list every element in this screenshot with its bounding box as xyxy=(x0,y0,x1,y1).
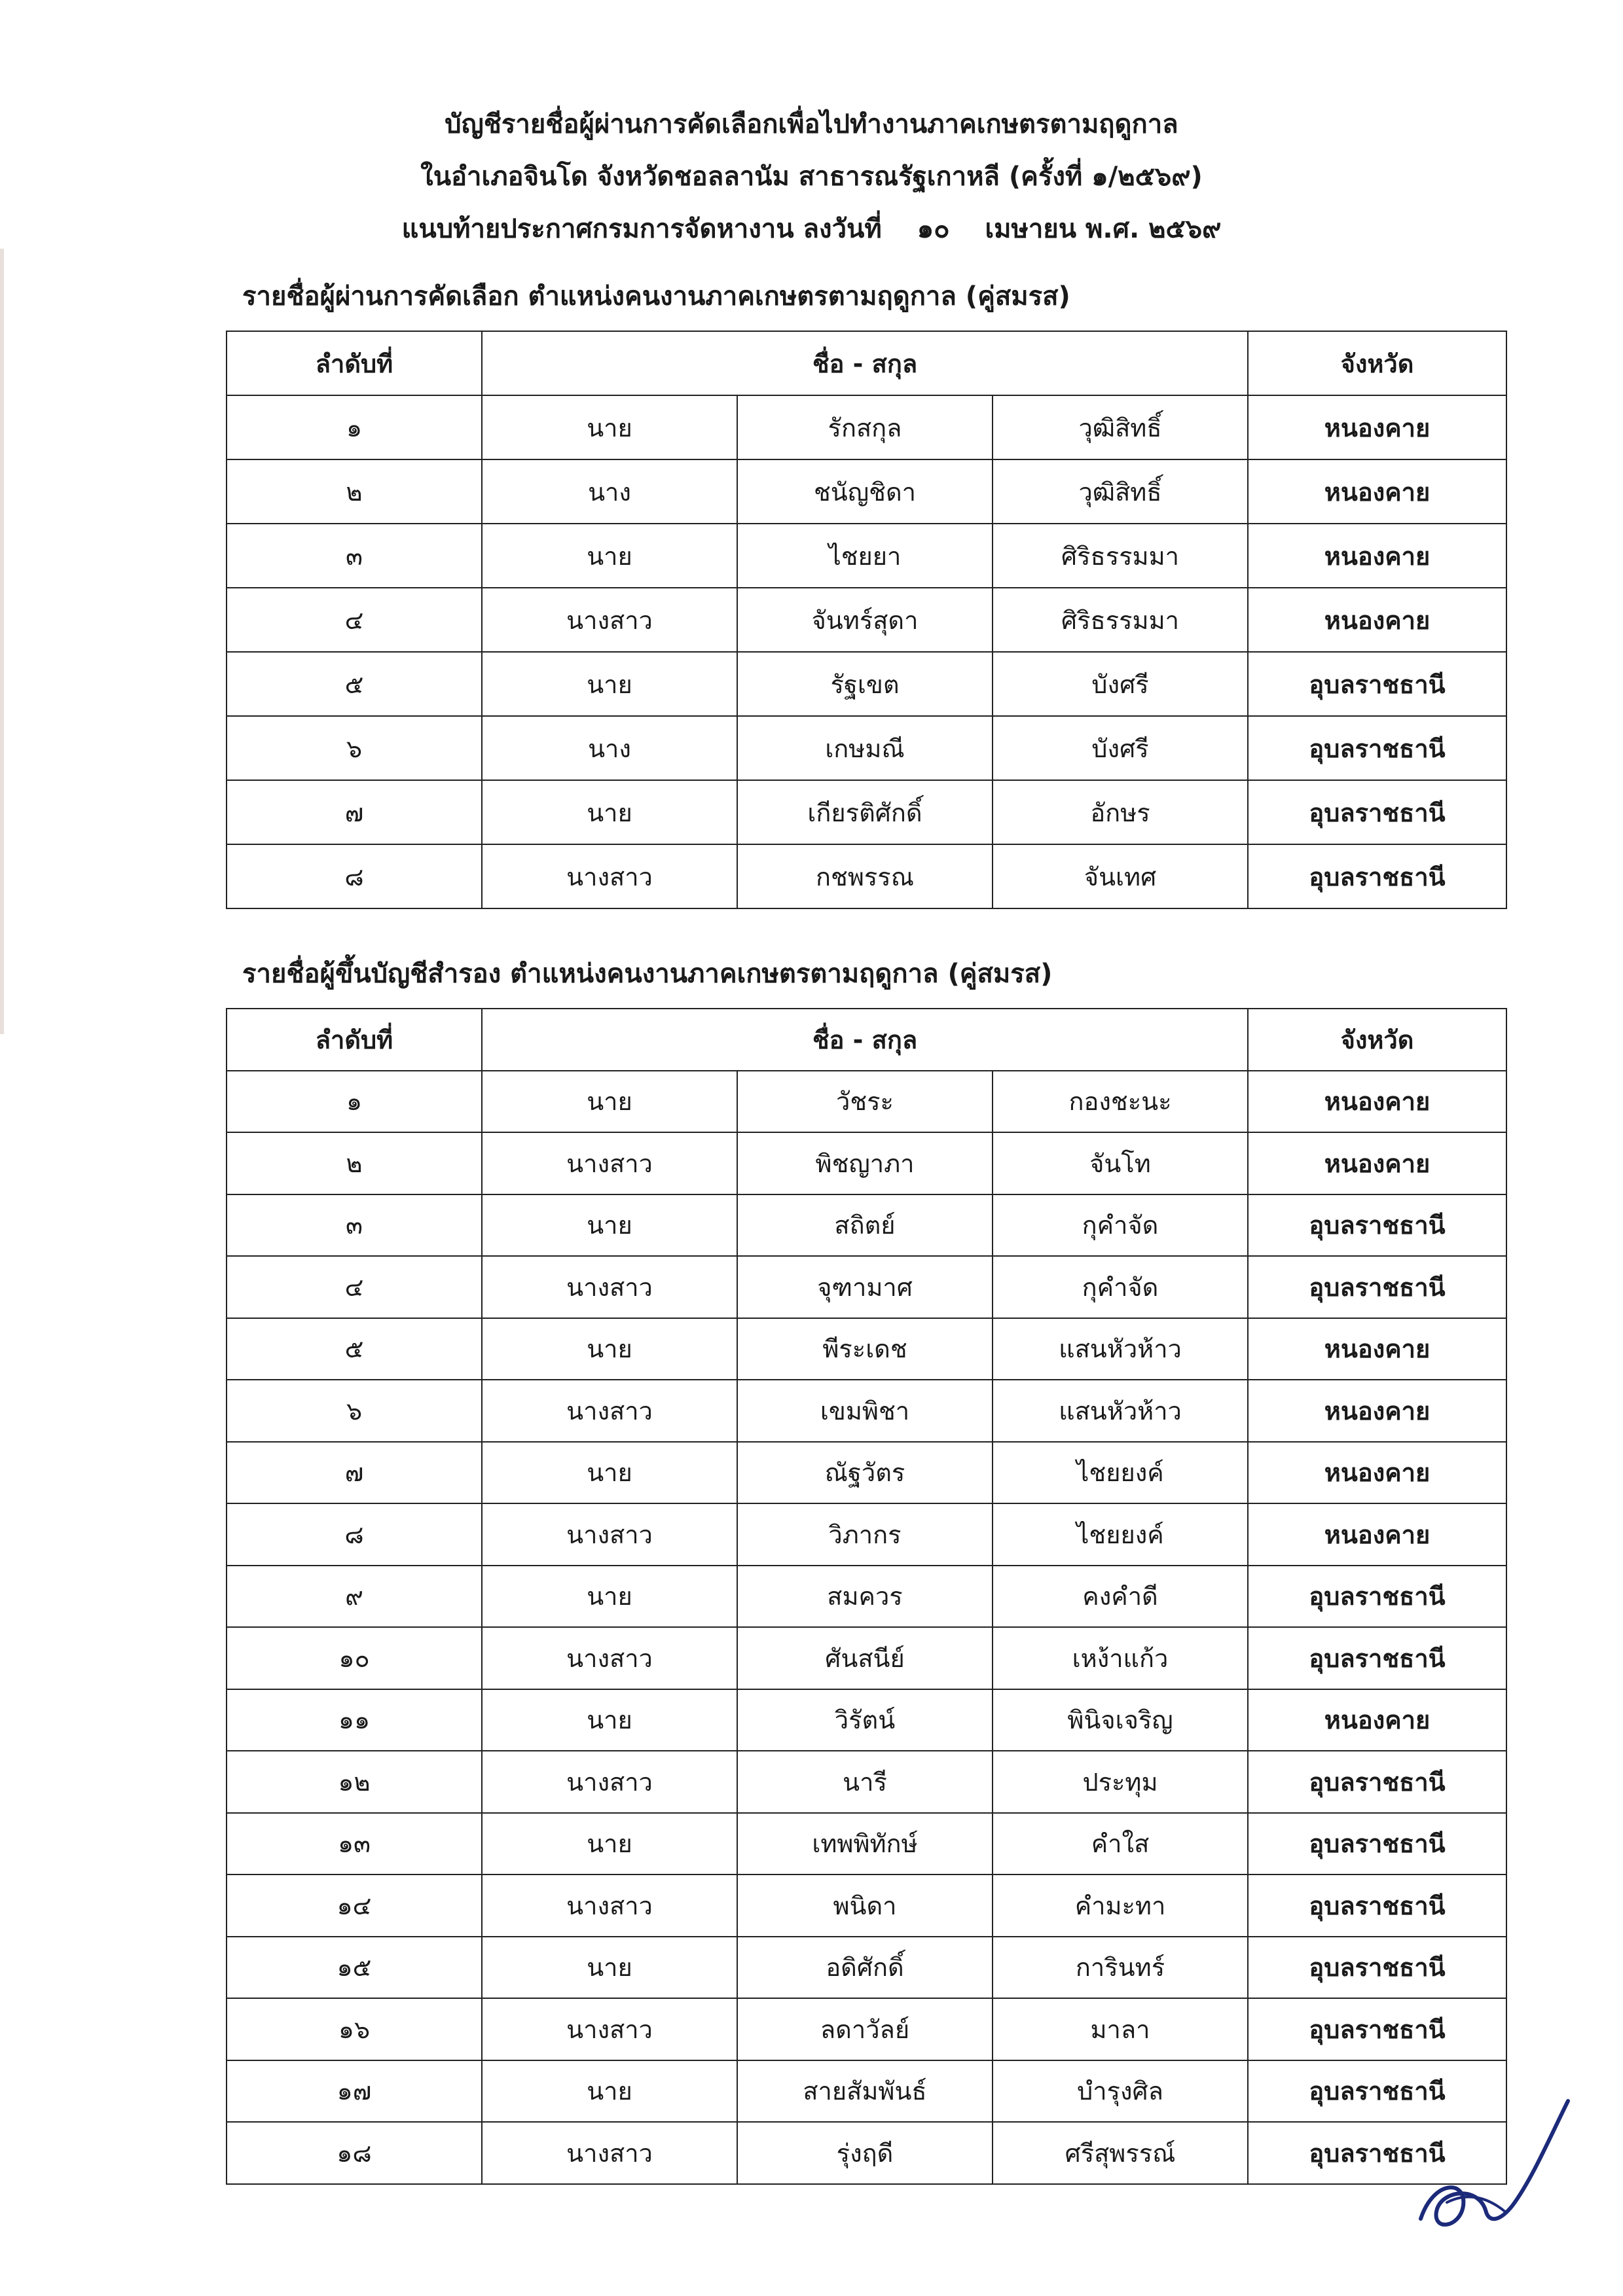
first-name-cell: รักสกุล xyxy=(737,395,993,459)
first-name-cell: พีระเดช xyxy=(737,1318,993,1380)
province-cell: อุบลราชธานี xyxy=(1248,1813,1506,1875)
last-name-cell: มาลา xyxy=(993,1998,1248,2060)
last-name-cell: เหง้าแก้ว xyxy=(993,1627,1248,1689)
first-name-cell: เกียรติศักดิ์ xyxy=(737,780,993,844)
table-row xyxy=(227,1442,1506,1504)
province-cell: อุบลราชธานี xyxy=(1248,1256,1506,1318)
province-cell: อุบลราชธานี xyxy=(1248,2060,1506,2123)
table-row xyxy=(227,2060,1506,2123)
order-cell: ๑๐ xyxy=(227,1627,482,1689)
order-cell: ๑๕ xyxy=(227,1937,482,1999)
province-cell: อุบลราชธานี xyxy=(1248,780,1506,844)
table-row xyxy=(227,588,1506,652)
province-cell: อุบลราชธานี xyxy=(1248,1566,1506,1628)
table-row xyxy=(227,395,1506,459)
section1-title: รายชื่อผู้ผ่านการคัดเลือก ตำแหน่งคนงานภาคเกษตรตามฤดูกาล (คู่สมรส) xyxy=(242,281,1070,312)
last-name-cell: ไชยยงค์ xyxy=(993,1442,1248,1504)
province-cell: อุบลราชธานี xyxy=(1248,1194,1506,1257)
table-row xyxy=(227,1937,1506,1999)
column-header-order: ลำดับที่ xyxy=(227,1009,482,1071)
last-name-cell: บังศรี xyxy=(993,652,1248,716)
province-cell: หนองคาย xyxy=(1248,524,1506,588)
prefix-cell: นาง xyxy=(482,716,737,780)
table-row xyxy=(227,716,1506,780)
order-cell: ๗ xyxy=(227,780,482,844)
last-name-cell: การินทร์ xyxy=(993,1937,1248,1999)
province-cell: หนองคาย xyxy=(1248,395,1506,459)
prefix-cell: นาย xyxy=(482,1813,737,1875)
order-cell: ๔ xyxy=(227,588,482,652)
order-cell: ๕ xyxy=(227,652,482,716)
last-name-cell: บังศรี xyxy=(993,716,1248,780)
first-name-cell: วิรัตน์ xyxy=(737,1689,993,1751)
prefix-cell: นาย xyxy=(482,2060,737,2123)
header-title-line3 xyxy=(0,203,1623,255)
announcement-ref: แนบท้ายประกาศกรมการจัดหางาน ลงวันที่ xyxy=(401,214,882,244)
order-cell: ๑๒ xyxy=(227,1751,482,1813)
order-cell: ๓ xyxy=(227,1194,482,1257)
table-row xyxy=(227,1813,1506,1875)
last-name-cell: แสนหัวห้าว xyxy=(993,1380,1248,1442)
province-cell: อุบลราชธานี xyxy=(1248,652,1506,716)
prefix-cell: นาย xyxy=(482,395,737,459)
table-row xyxy=(227,780,1506,844)
last-name-cell: ไชยยงค์ xyxy=(993,1503,1248,1566)
order-cell: ๒ xyxy=(227,1132,482,1194)
last-name-cell: จันเทศ xyxy=(993,844,1248,908)
last-name-cell: ศิริธรรมมา xyxy=(993,588,1248,652)
order-cell: ๗ xyxy=(227,1442,482,1504)
table-row xyxy=(227,1998,1506,2060)
prefix-cell: นางสาว xyxy=(482,1503,737,1566)
scan-edge-mark xyxy=(0,249,4,1034)
order-cell: ๑๓ xyxy=(227,1813,482,1875)
first-name-cell: สมควร xyxy=(737,1566,993,1628)
province-cell: อุบลราชธานี xyxy=(1248,1937,1506,1999)
province-cell: อุบลราชธานี xyxy=(1248,1874,1506,1937)
table-row xyxy=(227,652,1506,716)
table-row xyxy=(227,844,1506,908)
last-name-cell: ประทุม xyxy=(993,1751,1248,1813)
first-name-cell: จุฑามาศ xyxy=(737,1256,993,1318)
order-cell: ๙ xyxy=(227,1566,482,1628)
table-row xyxy=(227,1503,1506,1566)
first-name-cell: เกษมณี xyxy=(737,716,993,780)
prefix-cell: นางสาว xyxy=(482,1998,737,2060)
order-cell: ๕ xyxy=(227,1318,482,1380)
table-row xyxy=(227,1380,1506,1442)
first-name-cell: พนิดา xyxy=(737,1874,993,1937)
prefix-cell: นาย xyxy=(482,1071,737,1133)
province-cell: อุบลราชธานี xyxy=(1248,1998,1506,2060)
province-cell: หนองคาย xyxy=(1248,1442,1506,1504)
first-name-cell: จันทร์สุดา xyxy=(737,588,993,652)
column-header-province: จังหวัด xyxy=(1248,1009,1506,1071)
province-cell: หนองคาย xyxy=(1248,459,1506,524)
first-name-cell: สายสัมพันธ์ xyxy=(737,2060,993,2123)
prefix-cell: นางสาว xyxy=(482,2122,737,2184)
column-header-province: จังหวัด xyxy=(1248,331,1506,395)
order-cell: ๔ xyxy=(227,1256,482,1318)
passed-candidates-table xyxy=(226,331,1507,909)
announcement-month-year: เมษายน พ.ศ. ๒๕๖๙ xyxy=(985,214,1222,244)
order-cell: ๑๑ xyxy=(227,1689,482,1751)
table-row xyxy=(227,524,1506,588)
prefix-cell: นาย xyxy=(482,1689,737,1751)
first-name-cell: ชนัญชิดา xyxy=(737,459,993,524)
prefix-cell: นาย xyxy=(482,1937,737,1999)
prefix-cell: นางสาว xyxy=(482,1627,737,1689)
table-row xyxy=(227,1318,1506,1380)
last-name-cell: วุฒิสิทธิ์ xyxy=(993,459,1248,524)
table-row xyxy=(227,1071,1506,1133)
last-name-cell: วุฒิสิทธิ์ xyxy=(993,395,1248,459)
document-header xyxy=(0,98,1623,255)
order-cell: ๑๗ xyxy=(227,2060,482,2123)
first-name-cell: นารี xyxy=(737,1751,993,1813)
order-cell: ๑๔ xyxy=(227,1874,482,1937)
first-name-cell: ศันสนีย์ xyxy=(737,1627,993,1689)
order-cell: ๘ xyxy=(227,1503,482,1566)
prefix-cell: นางสาว xyxy=(482,588,737,652)
prefix-cell: นางสาว xyxy=(482,1874,737,1937)
table-header-row xyxy=(227,1009,1506,1071)
first-name-cell: รุ่งฤดี xyxy=(737,2122,993,2184)
first-name-cell: อดิศักดิ์ xyxy=(737,1937,993,1999)
prefix-cell: นาย xyxy=(482,1566,737,1628)
first-name-cell: วิภากร xyxy=(737,1503,993,1566)
first-name-cell: กชพรรณ xyxy=(737,844,993,908)
prefix-cell: นางสาว xyxy=(482,1256,737,1318)
prefix-cell: นาย xyxy=(482,1194,737,1257)
order-cell: ๑๖ xyxy=(227,1998,482,2060)
table-row xyxy=(227,1194,1506,1257)
table-row xyxy=(227,1627,1506,1689)
first-name-cell: ลดาวัลย์ xyxy=(737,1998,993,2060)
province-cell: หนองคาย xyxy=(1248,1689,1506,1751)
province-cell: หนองคาย xyxy=(1248,1380,1506,1442)
first-name-cell: สถิตย์ xyxy=(737,1194,993,1257)
order-cell: ๑ xyxy=(227,1071,482,1133)
order-cell: ๑ xyxy=(227,395,482,459)
handwritten-signature-icon xyxy=(1408,2081,1578,2238)
first-name-cell: ไชยยา xyxy=(737,524,993,588)
province-cell: อุบลราชธานี xyxy=(1248,2122,1506,2184)
prefix-cell: นางสาว xyxy=(482,1751,737,1813)
first-name-cell: พิชญาภา xyxy=(737,1132,993,1194)
prefix-cell: นาย xyxy=(482,1318,737,1380)
last-name-cell: อักษร xyxy=(993,780,1248,844)
announcement-day: ๑๐ xyxy=(917,214,950,244)
first-name-cell: รัฐเขต xyxy=(737,652,993,716)
column-header-name: ชื่อ - สกุล xyxy=(482,331,1248,395)
table-row xyxy=(227,1132,1506,1194)
province-cell: อุบลราชธานี xyxy=(1248,1751,1506,1813)
last-name-cell: กุคำจัด xyxy=(993,1256,1248,1318)
last-name-cell: กองชะนะ xyxy=(993,1071,1248,1133)
order-cell: ๓ xyxy=(227,524,482,588)
reserve-list-table xyxy=(226,1008,1507,2185)
prefix-cell: นาย xyxy=(482,780,737,844)
table-row xyxy=(227,1751,1506,1813)
prefix-cell: นาย xyxy=(482,1442,737,1504)
prefix-cell: นาย xyxy=(482,652,737,716)
prefix-cell: นาย xyxy=(482,524,737,588)
first-name-cell: ณัฐวัตร xyxy=(737,1442,993,1504)
prefix-cell: นางสาว xyxy=(482,1132,737,1194)
last-name-cell: แสนหัวห้าว xyxy=(993,1318,1248,1380)
table-row xyxy=(227,1689,1506,1751)
header-title-line1: บัญชีรายชื่อผู้ผ่านการคัดเลือกเพื่อไปทำงานภาคเกษตรตามฤดูกาล xyxy=(445,109,1178,139)
province-cell: อุบลราชธานี xyxy=(1248,716,1506,780)
last-name-cell: กุคำจัด xyxy=(993,1194,1248,1257)
column-header-order: ลำดับที่ xyxy=(227,331,482,395)
first-name-cell: เขมพิชา xyxy=(737,1380,993,1442)
header-title-line2: ในอำเภอจินโด จังหวัดชอลลานัม สาธารณรัฐเกาหลี (ครั้งที่ ๑/๒๕๖๙) xyxy=(420,162,1203,192)
province-cell: อุบลราชธานี xyxy=(1248,1627,1506,1689)
first-name-cell: วัชระ xyxy=(737,1071,993,1133)
last-name-cell: คงคำดี xyxy=(993,1566,1248,1628)
last-name-cell: คำมะทา xyxy=(993,1874,1248,1937)
section2-title: รายชื่อผู้ขึ้นบัญชีสำรอง ตำแหน่งคนงานภาคเกษตรตามฤดูกาล (คู่สมรส) xyxy=(242,959,1053,989)
table-row xyxy=(227,1256,1506,1318)
prefix-cell: นางสาว xyxy=(482,844,737,908)
prefix-cell: นางสาว xyxy=(482,1380,737,1442)
province-cell: หนองคาย xyxy=(1248,1132,1506,1194)
province-cell: หนองคาย xyxy=(1248,1318,1506,1380)
last-name-cell: พินิจเจริญ xyxy=(993,1689,1248,1751)
last-name-cell: ศิริธรรมมา xyxy=(993,524,1248,588)
province-cell: หนองคาย xyxy=(1248,1071,1506,1133)
last-name-cell: ศรีสุพรรณ์ xyxy=(993,2122,1248,2184)
last-name-cell: บำรุงศิล xyxy=(993,2060,1248,2123)
table-row xyxy=(227,1874,1506,1937)
first-name-cell: เทพพิทักษ์ xyxy=(737,1813,993,1875)
table-row xyxy=(227,1566,1506,1628)
order-cell: ๖ xyxy=(227,1380,482,1442)
table-row xyxy=(227,2122,1506,2184)
order-cell: ๒ xyxy=(227,459,482,524)
order-cell: ๑๘ xyxy=(227,2122,482,2184)
table-header-row xyxy=(227,331,1506,395)
province-cell: อุบลราชธานี xyxy=(1248,844,1506,908)
order-cell: ๖ xyxy=(227,716,482,780)
order-cell: ๘ xyxy=(227,844,482,908)
column-header-name: ชื่อ - สกุล xyxy=(482,1009,1248,1071)
table-row xyxy=(227,459,1506,524)
province-cell: หนองคาย xyxy=(1248,588,1506,652)
prefix-cell: นาง xyxy=(482,459,737,524)
province-cell: หนองคาย xyxy=(1248,1503,1506,1566)
last-name-cell: คำใส xyxy=(993,1813,1248,1875)
last-name-cell: จันโท xyxy=(993,1132,1248,1194)
